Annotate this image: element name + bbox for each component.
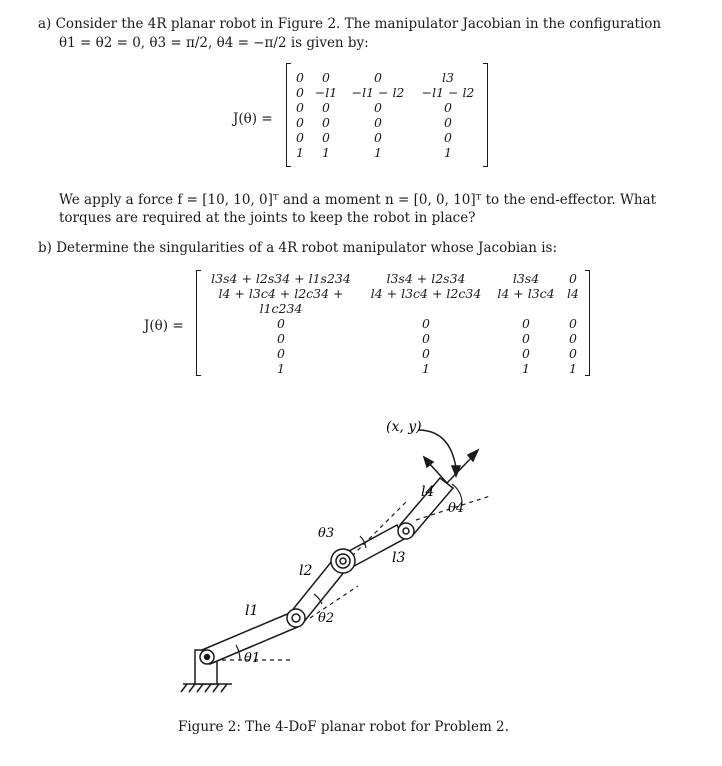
matrix-cell: 1 [422, 360, 430, 376]
joint-1 [200, 650, 214, 664]
label-theta2: θ2 [318, 611, 335, 626]
matrix-cell: 0 [569, 330, 577, 346]
matrix-cell: 0 [374, 130, 382, 145]
matrix-cell: 0 [374, 70, 382, 85]
matrix-cell: 0 [296, 70, 304, 85]
matrix-cell: 0 [374, 100, 382, 115]
matrix-cell: l3s4 + l2s34 [386, 270, 466, 286]
matrix-cell: l3 [442, 70, 454, 85]
label-l4: l4 [421, 484, 435, 500]
label-theta3: θ3 [318, 526, 335, 541]
part-b-jacobian-label: J(θ) = [144, 318, 184, 334]
joint-4 [398, 523, 414, 539]
matrix-cell: 1 [522, 360, 530, 376]
matrix-cell: 1 [569, 360, 577, 376]
matrix-cell: −l1 − l2 [421, 85, 475, 100]
matrix-cell: 0 [422, 345, 430, 361]
matrix-cell: 0 [569, 270, 577, 286]
label-l3: l3 [392, 550, 406, 566]
matrix-cell: 0 [296, 115, 304, 130]
part-a-intro-line2: θ1 = θ2 = 0, θ3 = π/2, θ4 = −π/2 is given by: [59, 35, 369, 51]
matrix-cell: −l1 [314, 85, 338, 100]
matrix-cell: 1 [322, 145, 330, 160]
matrix-cell: 0 [422, 330, 430, 346]
matrix-cell: 1 [277, 360, 285, 376]
label-theta1: θ1 [244, 651, 261, 666]
matrix-cell: 0 [296, 85, 304, 100]
matrix-cell: 0 [296, 130, 304, 145]
joint-3 [331, 549, 355, 573]
part-a-jacobian-label: J(θ) = [233, 111, 273, 127]
matrix-cell: l4 + l3c4 [497, 285, 555, 301]
matrix-cell: 0 [322, 70, 330, 85]
matrix-cell: l4 + l3c4 + l2c34 + l1c234 [218, 285, 344, 316]
matrix-cell: 0 [374, 115, 382, 130]
part-a-intro-line1: a) Consider the 4R planar robot in Figure 2. The manipulator Jacobian in the configuration [38, 16, 662, 32]
matrix-cell: 0 [444, 100, 452, 115]
label-theta4: θ4 [448, 501, 465, 516]
matrix-cell: 0 [296, 100, 304, 115]
matrix-cell: l4 + l3c4 + l2c34 [370, 285, 482, 301]
matrix-cell: 0 [277, 345, 285, 361]
end-effector-label: (x, y) [386, 419, 422, 435]
part-a-question-line2: torques are required at the joints to keep the robot in place? [59, 210, 476, 226]
matrix-cell: 0 [322, 115, 330, 130]
matrix-cell: −l1 − l2 [351, 85, 405, 100]
matrix-cell: 0 [444, 130, 452, 145]
matrix-cell: 0 [522, 315, 530, 331]
figure-caption: Figure 2: The 4-DoF planar robot for Problem 2. [178, 719, 509, 735]
joint-2 [287, 609, 305, 627]
matrix-cell: 0 [422, 315, 430, 331]
matrix-cell: 0 [277, 330, 285, 346]
part-b-intro-line: b) Determine the singularities of a 4R robot manipulator whose Jacobian is: [38, 240, 557, 256]
matrix-cell: l4 [567, 285, 579, 301]
label-l2: l2 [299, 563, 313, 579]
matrix-cell: 1 [444, 145, 452, 160]
part-a-question-line1: We apply a force f = [10, 10, 0]ᵀ and a moment n = [0, 0, 10]ᵀ to the end-effector. What [59, 192, 657, 208]
matrix-cell: 0 [277, 315, 285, 331]
matrix-cell: 0 [569, 315, 577, 331]
end-effector-arrows [418, 430, 478, 483]
matrix-cell: 1 [374, 145, 382, 160]
label-l1: l1 [245, 603, 259, 619]
matrix-cell: l3s4 [512, 270, 540, 286]
matrix-cell: 0 [569, 345, 577, 361]
matrix-cell: 0 [322, 100, 330, 115]
matrix-cell: 1 [296, 145, 304, 160]
matrix-cell: 0 [522, 345, 530, 361]
matrix-cell: 0 [522, 330, 530, 346]
matrix-cell: l3s4 + l2s34 + l1s234 [211, 270, 351, 286]
matrix-cell: 0 [444, 115, 452, 130]
matrix-cell: 0 [322, 130, 330, 145]
